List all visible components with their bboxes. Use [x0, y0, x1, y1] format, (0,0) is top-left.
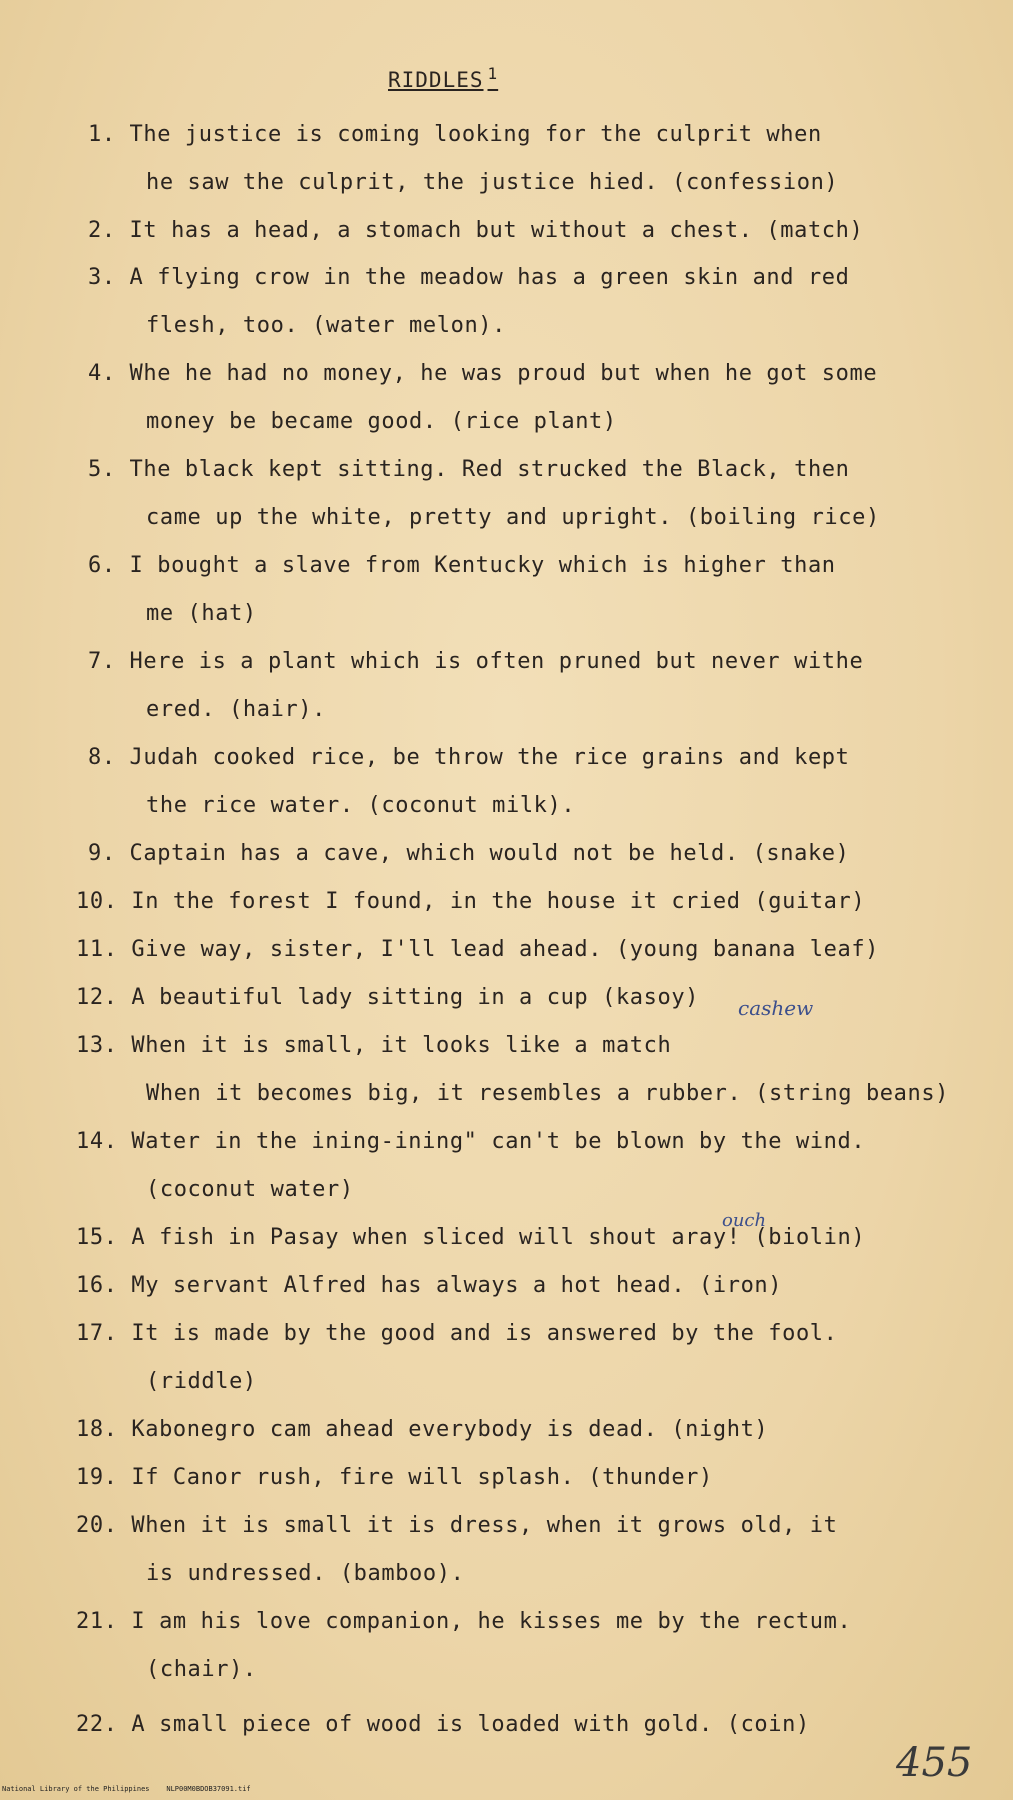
- riddle-line: 18. Kabonegro cam ahead everybody is dead. (night): [76, 1417, 769, 1442]
- riddle-line: 3. A flying crow in the meadow has a green skin and red: [88, 265, 850, 290]
- page-number: 455: [896, 1740, 973, 1786]
- title-footnote-marker: 1: [487, 64, 499, 83]
- riddle-line: 5. The black kept sitting. Red strucked the Black, then: [88, 457, 850, 482]
- riddle-line: he saw the culprit, the justice hied. (confession): [146, 170, 839, 195]
- riddle-line: 8. Judah cooked rice, be throw the rice grains and kept: [88, 745, 850, 770]
- riddle-line: 16. My servant Alfred has always a hot head. (iron): [76, 1273, 783, 1298]
- riddle-line: 22. A small piece of wood is loaded with gold. (coin): [76, 1712, 810, 1737]
- riddle-line: 4. Whe he had no money, he was proud but when he got some: [88, 361, 878, 386]
- riddle-line: (chair).: [146, 1657, 257, 1682]
- riddle-line: 1. The justice is coming looking for the culprit when: [88, 122, 822, 147]
- riddle-line: (coconut water): [146, 1177, 354, 1202]
- riddle-line: 10. In the forest I found, in the house it cried (guitar): [76, 889, 866, 914]
- riddle-line: ered. (hair).: [146, 697, 326, 722]
- riddle-line: 9. Captain has a cave, which would not be held. (snake): [88, 841, 850, 866]
- riddle-line: the rice water. (coconut milk).: [146, 793, 576, 818]
- riddle-line: flesh, too. (water melon).: [146, 313, 506, 338]
- riddle-line: 6. I bought a slave from Kentucky which is higher than: [88, 553, 836, 578]
- page-title: RIDDLES $^1$: [388, 64, 499, 92]
- riddle-line: 17. It is made by the good and is answered by the fool.: [76, 1321, 838, 1346]
- riddle-line: 19. If Canor rush, fire will splash. (thunder): [76, 1465, 713, 1490]
- riddle-line: 7. Here is a plant which is often pruned but never withe: [88, 649, 864, 674]
- riddle-line: me (hat): [146, 601, 257, 626]
- riddle-line: 12. A beautiful lady sitting in a cup (kasoy): [76, 985, 700, 1010]
- footer-caption: National Library of the Philippines NLP00M0BDOB37091.tif: [2, 1785, 251, 1793]
- riddle-line: 11. Give way, sister, I'll lead ahead. (young banana leaf): [76, 937, 880, 962]
- handwritten-annotation: ouch: [722, 1210, 767, 1231]
- riddle-line: When it becomes big, it resembles a rubber. (string beans): [146, 1081, 950, 1106]
- riddle-line: 13. When it is small, it looks like a match: [76, 1033, 672, 1058]
- riddle-line: is undressed. (bamboo).: [146, 1561, 465, 1586]
- riddle-line: came up the white, pretty and upright. (boiling rice): [146, 505, 880, 530]
- riddle-line: (riddle): [146, 1369, 257, 1394]
- riddle-line: 20. When it is small it is dress, when it grows old, it: [76, 1513, 838, 1538]
- riddle-line: 14. Water in the ining-ining" can't be blown by the wind.: [76, 1129, 866, 1154]
- handwritten-annotation: cashew: [738, 996, 814, 1020]
- riddle-line: 15. A fish in Pasay when sliced will shout aray! (biolin): [76, 1225, 866, 1250]
- riddle-line: money be became good. (rice plant): [146, 409, 617, 434]
- riddle-line: 21. I am his love companion, he kisses me by the rectum.: [76, 1609, 852, 1634]
- riddle-line: 2. It has a head, a stomach but without a chest. (match): [88, 218, 864, 243]
